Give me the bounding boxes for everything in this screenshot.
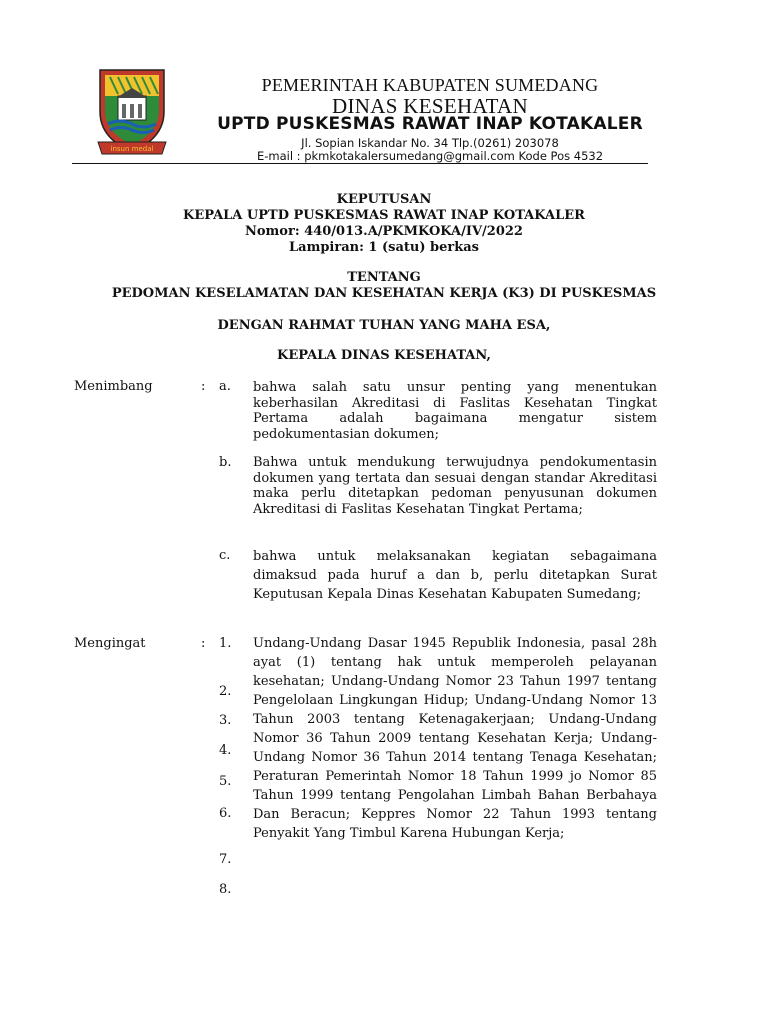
blessing-line: DENGAN RAHMAT TUHAN YANG MAHA ESA, (217, 318, 551, 333)
menimbang-colon: : (201, 379, 206, 394)
menimbang-marker-c: c. (219, 548, 231, 563)
mengingat-label: Mengingat (74, 636, 146, 651)
email-line: E-mail : pkmkotakalersumedang@gmail.com Kode Pos 4532 (256, 149, 604, 163)
mengingat-marker-2: 2. (219, 684, 232, 699)
menimbang-item-b: Bahwa untuk mendukung terwujudnya pendokumentasin dokumen yang tertata dan sesuai dengan standar Akreditasi maka perlu ditetapkan pedoman penyusunan dokumen Akreditasi di Faslitas Kesehatan Tingkat Pertama; (253, 455, 657, 517)
menimbang-item-a: bahwa salah satu unsur penting yang menentukan keberhasilan Akreditasi di Faslitas Kesehatan Tingkat Pertama adalah bagaimana mengatur sistem pedokumentasian dokumen; (253, 380, 657, 442)
mengingat-marker-4: 4. (219, 743, 232, 758)
address-line: Jl. Sopian Iskandar No. 34 Tlp.(0261) 203078 (301, 136, 559, 150)
menimbang-marker-b: b. (219, 455, 232, 470)
decree-issuer: KEPALA UPTD PUSKESMAS RAWAT INAP KOTAKALER (183, 208, 585, 223)
menimbang-label: Menimbang (74, 379, 153, 394)
logo-motto: insun medal (110, 145, 154, 153)
decree-subject: PEDOMAN KESELAMATAN DAN KESEHATAN KERJA (K3) DI PUSKESMAS (111, 286, 657, 301)
mengingat-marker-6: 6. (219, 806, 232, 821)
menimbang-marker-a: a. (219, 379, 231, 394)
mengingat-marker-5: 5. (219, 774, 232, 789)
sumedang-emblem-logo (96, 66, 168, 158)
mengingat-colon: : (201, 636, 206, 651)
decree-title: KEPUTUSAN (336, 192, 432, 207)
signatory-title: KEPALA DINAS KESEHATAN, (277, 348, 491, 363)
decree-attachment: Lampiran: 1 (satu) berkas (289, 240, 479, 255)
government-name: PEMERINTAH KABUPATEN SUMEDANG (261, 75, 599, 95)
mengingat-list-text: Undang-Undang Dasar 1945 Republik Indonesia, pasal 28h ayat (1) tentang hak untuk memperoleh pelayanan kesehatan; Undang-Undang Nomor 23 Tahun 1997 tentang Pengelolaan Lingkungan Hidup; Undang-Undang Nomor 13 Tahun 2003 tentang Ketenagakerjaan; Undang-Undang Nomor 36 Tahun 2009 tentang Kesehatan Kerja; Undang-Undang Nomor 36 Tahun 2014 tentang Tenaga Kesehatan; Peraturan Pemerintah Nomor 18 Tahun 1999 jo Nomor 85 Tahun 1999 tentang Pengolahan Limbah Bahan Berbahaya Dan Beracun; Keppres Nomor 22 Tahun 1993 tentang Penyakit Yang Timbul Karena Hubungan Kerja; (253, 636, 657, 841)
mengingat-marker-3: 3. (219, 713, 232, 728)
unit-name: UPTD PUSKESMAS RAWAT INAP KOTAKALER (217, 114, 643, 134)
mengingat-marker-8: 8. (219, 882, 232, 897)
decree-number: Nomor: 440/013.A/PKMKOKA/IV/2022 (245, 224, 523, 239)
mengingat-marker-1: 1. (219, 636, 232, 651)
decree-about-label: TENTANG (347, 270, 421, 285)
agency-name: DINAS KESEHATAN (332, 94, 528, 118)
mengingat-marker-7: 7. (219, 852, 232, 867)
letterhead-divider (72, 163, 648, 164)
menimbang-item-c: bahwa untuk melaksanakan kegiatan sebagaimana dimaksud pada huruf a dan b, perlu ditetapkan Surat Keputusan Kepala Dinas Kesehatan Kabupaten Sumedang; (253, 549, 657, 602)
